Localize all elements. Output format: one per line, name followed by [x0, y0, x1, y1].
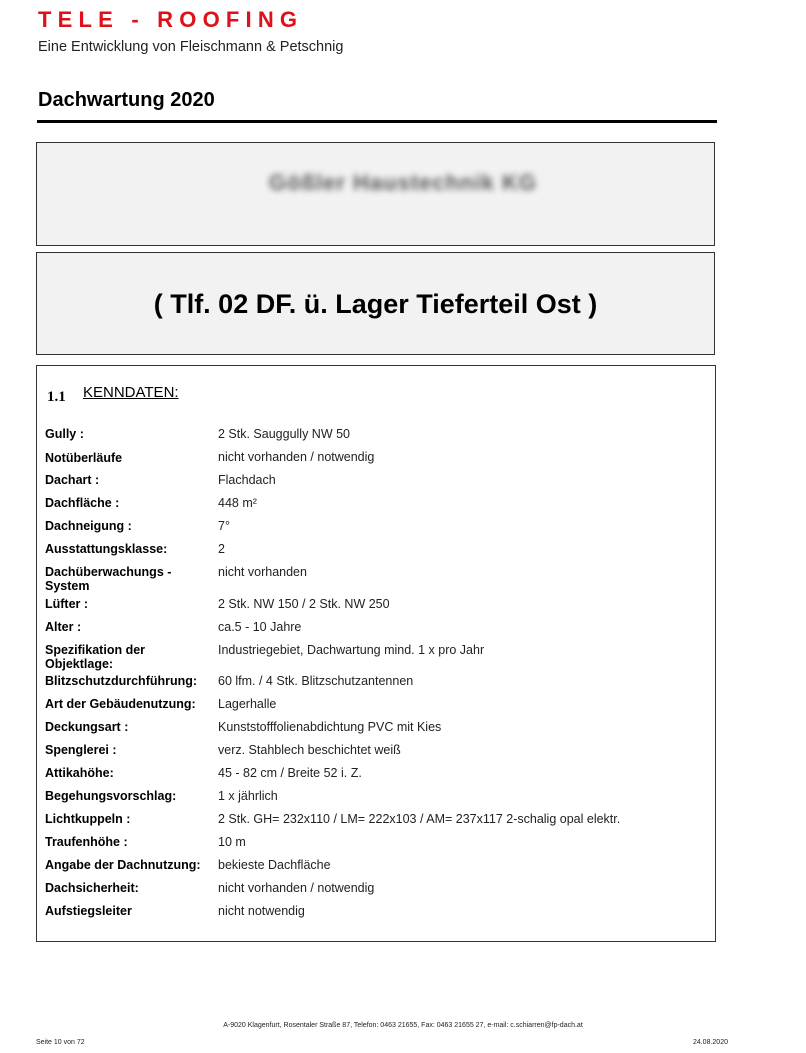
- title-divider: [37, 120, 717, 123]
- footer-date: 24.08.2020: [692, 1039, 728, 1046]
- kenndaten-section: [36, 365, 716, 942]
- row-value: 2 Stk. GH= 232x110 / LM= 222x103 / AM= 237x117 2-schalig opal elektr.: [218, 812, 621, 826]
- row-label: Begehungsvorschlag:: [45, 789, 177, 803]
- row-label: Spenglerei :: [45, 743, 117, 757]
- section-number: 1.1: [47, 389, 66, 405]
- row-value: 1 x jährlich: [218, 789, 278, 803]
- object-name: ( Tlf. 02 DF. ü. Lager Tieferteil Ost ): [153, 289, 598, 319]
- row-label: Notüberläufe: [45, 451, 123, 465]
- row-value: Kunststofffolienabdichtung PVC mit Kies: [218, 720, 442, 734]
- row-value: nicht vorhanden: [218, 565, 307, 579]
- row-value: bekieste Dachfläche: [218, 858, 331, 872]
- row-value: 7°: [218, 519, 230, 533]
- row-label: Angabe der Dachnutzung:: [45, 858, 201, 872]
- row-value: 448 m²: [218, 496, 257, 510]
- row-label: Dachüberwachungs - System: [45, 565, 172, 593]
- row-label: Spezifikation der Objektlage:: [45, 643, 146, 671]
- footer-address: A-9020 Klagenfurt, Rosentaler Straße 87, Telefon: 0463 21655, Fax: 0463 21655 27, e-mail: c.schiarren@fp-dach.at: [223, 1022, 583, 1029]
- row-value: 45 - 82 cm / Breite 52 i. Z.: [218, 766, 362, 780]
- row-value: nicht vorhanden / notwendig: [218, 881, 375, 895]
- row-value: Flachdach: [218, 473, 276, 487]
- brand-logo-text: TELE - ROOFING: [38, 7, 304, 32]
- row-value: verz. Stahblech beschichtet weiß: [218, 743, 401, 757]
- row-value: Lagerhalle: [218, 697, 277, 711]
- row-label: Lüfter :: [45, 597, 89, 611]
- row-label: Aufstiegsleiter: [45, 904, 132, 918]
- row-value: ca.5 - 10 Jahre: [218, 620, 302, 634]
- row-label: Dachart :: [45, 473, 100, 487]
- row-value: 60 lfm. / 4 Stk. Blitzschutzantennen: [218, 674, 414, 688]
- row-label: Art der Gebäudenutzung:: [45, 697, 196, 711]
- row-label: Deckungsart :: [45, 720, 129, 734]
- row-label: Dachfläche :: [45, 496, 120, 510]
- row-label: Lichtkuppeln :: [45, 812, 131, 826]
- row-value: 2: [218, 542, 225, 556]
- client-name-blurred: Gößler Haustechnik KG: [269, 170, 537, 195]
- row-label: Dachneigung :: [45, 519, 132, 533]
- object-box: [36, 252, 715, 355]
- section-title: KENNDATEN:: [83, 384, 179, 401]
- row-label: Gully :: [45, 427, 84, 441]
- row-value: Industriegebiet, Dachwartung mind. 1 x pro Jahr: [218, 643, 485, 657]
- row-value: 2 Stk. Sauggully NW 50: [218, 427, 351, 441]
- document-title: Dachwartung 2020: [38, 89, 215, 111]
- row-value: 2 Stk. NW 150 / 2 Stk. NW 250: [218, 597, 390, 611]
- row-label: Blitzschutzdurchführung:: [45, 674, 198, 688]
- brand-tagline: Eine Entwicklung von Fleischmann & Petschnig: [38, 39, 344, 55]
- footer-page-number: Seite 10 von 72: [36, 1039, 85, 1046]
- row-label: Ausstattungsklasse:: [45, 542, 168, 556]
- row-label: Dachsicherheit:: [45, 881, 139, 895]
- row-value: nicht vorhanden / notwendig: [218, 450, 375, 464]
- row-label: Attikahöhe:: [45, 766, 114, 780]
- row-label: Alter :: [45, 620, 82, 634]
- row-value: nicht notwendig: [218, 904, 305, 918]
- row-value: 10 m: [218, 835, 246, 849]
- row-label: Traufenhöhe :: [45, 835, 128, 849]
